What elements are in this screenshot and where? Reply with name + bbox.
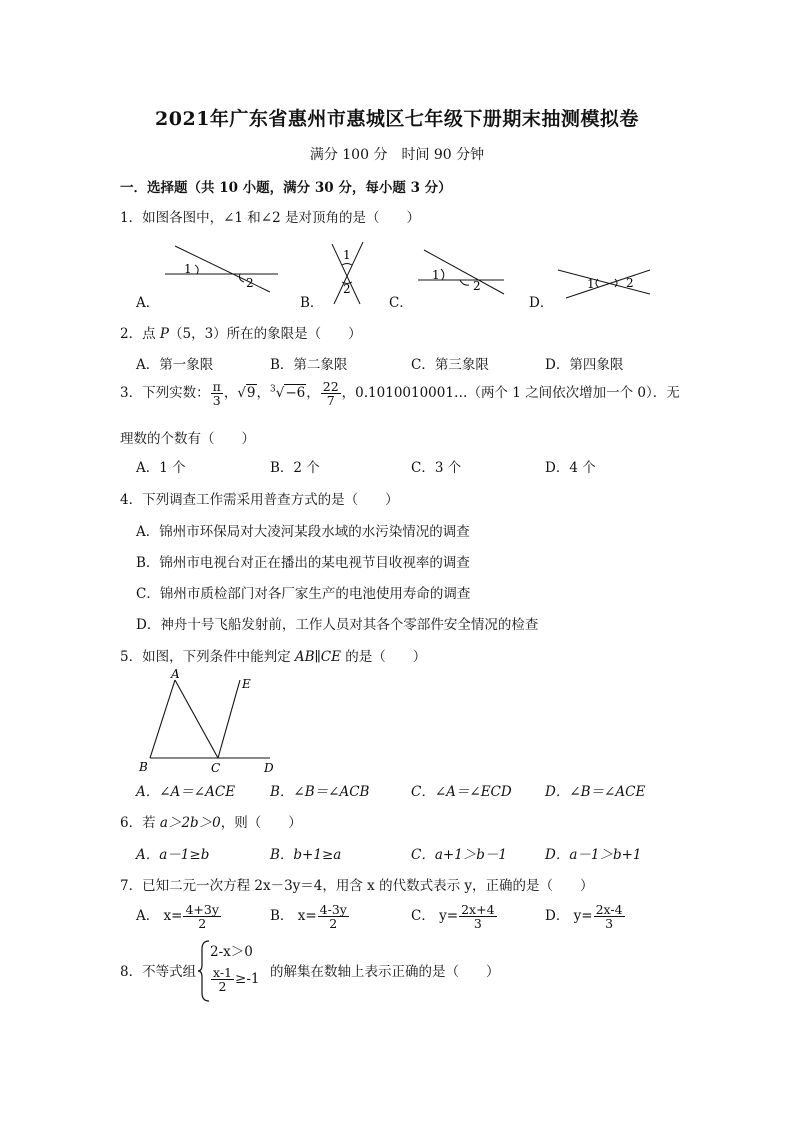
fraction-pi-over-3: $\frac{\pi}{3}$ [212,379,221,409]
q5-option-b[interactable]: B．∠B＝∠ACB [270,784,370,800]
q1-option-a[interactable]: A． [136,295,160,311]
inequality-1: 2-x＞0 [210,944,253,960]
q5-option-d[interactable]: D．∠B＝∠ACE [545,784,646,800]
system-brace [197,939,211,1003]
question-8-lead: 8．不等式组 [120,964,197,980]
fig-1a-label-2: 2 [246,276,254,290]
q1-option-d[interactable]: D． [529,295,554,311]
q3-option-d[interactable]: D．4 个 [545,460,596,476]
point-d-label: D [264,761,274,775]
question-3-line2: 理数的个数有（ ） [120,431,255,447]
fig-1d-label-2: 2 [626,276,634,290]
figure-1d [558,270,650,298]
q5-option-c[interactable]: C．∠A＝∠ECD [411,784,512,800]
question-4-stem: 4．下列调查工作需采用普查方式的是（ ） [120,492,399,508]
fig-1b-label-1: 1 [343,248,351,262]
figure-1a [165,246,278,292]
q2-option-d[interactable]: D．第四象限 [545,357,624,373]
q5-option-a[interactable]: A．∠A＝∠ACE [136,784,236,800]
q6-option-b[interactable]: B．b+1≥a [270,847,342,863]
q6-option-a[interactable]: A．a－1≥b [136,847,210,863]
exam-info: 满分 100 分 时间 90 分钟 [309,147,485,163]
point-b-label: B [139,760,148,774]
question-8-stem: 的解集在数轴上表示正确的是（ ） [270,964,500,980]
question-5-figure [130,664,290,776]
fig-1a-label-1: 1 [184,262,192,276]
q3-option-b[interactable]: B．2 个 [270,460,320,476]
q6-option-c[interactable]: C．a+1＞b－1 [411,847,508,863]
point-a-label: A [171,667,180,681]
question-3-stem: 3．下列实数： $\frac{\pi}{3}$ ，√9，$^3$√−6， $\frac{22}{7}$ ，0.1010010001…（两个 1 之间依次增加一个 0）．无 [120,379,680,409]
fraction-22-over-7: $\frac{22}{7}$ [322,379,339,409]
point-e-label: E [242,677,251,691]
cube-root-neg6: $^3$√−6 [270,384,306,402]
point-c-label: C [211,761,221,775]
q4-option-c[interactable]: C．锦州市质检部门对各厂家生产的电池使用寿命的调查 [136,586,471,602]
q2-option-b[interactable]: B．第二象限 [270,357,348,373]
page-title: 2021年广东省惠州市惠城区七年级下册期末抽测模拟卷 [155,108,639,130]
sqrt-9: √9 [237,385,256,402]
inequality-2: $\frac{x-1}{2}$ ≥-1 [213,965,260,995]
fig-1c-label-1: 1 [432,268,440,282]
q1-option-b[interactable]: B． [300,295,324,311]
q4-option-a[interactable]: A．锦州市环保局对大凌河某段水域的水污染情况的调查 [136,524,470,540]
question-6-stem: 6．若 a＞2b＞0，则（ ） [120,815,302,831]
q3-option-c[interactable]: C．3 个 [411,460,462,476]
q7-option-d[interactable]: D． y= $\frac{2x-4}{3}$ [545,902,623,932]
q1-option-c[interactable]: C． [389,295,413,311]
section-heading: 一．选择题（共 10 小题，满分 30 分，每小题 3 分） [120,180,452,196]
question-5-stem: 5．如图，下列条件中能判定 AB∥CE 的是（ ） [120,649,427,665]
q7-option-a[interactable]: A． x= $\frac{4+3y}{2}$ [136,902,219,932]
fig-1c-label-2: 2 [473,279,481,293]
q6-option-d[interactable]: D．a－1＞b+1 [545,847,642,863]
fig-1d-label-1: 1 [587,277,595,291]
question-7-stem: 7．已知二元一次方程 2x－3y＝4，用含 x 的代数式表示 y，正确的是（ ） [120,878,594,894]
question-2-stem: 2．点 P（5，3）所在的象限是（ ） [120,326,362,342]
q4-option-b[interactable]: B．锦州市电视台对正在播出的某电视节目收视率的调查 [136,555,470,571]
q3-option-a[interactable]: A．1 个 [136,460,186,476]
q2-option-c[interactable]: C．第三象限 [411,357,489,373]
question-1-stem: 1．如图各图中，∠1 和∠2 是对顶角的是（ ） [120,210,420,226]
q4-option-d[interactable]: D．神舟十号飞船发射前，工作人员对其各个零部件安全情况的检查 [136,617,539,633]
figure-1c [418,250,504,294]
q2-option-a[interactable]: A．第一象限 [136,357,214,373]
fig-1b-label-2: 2 [343,282,351,296]
q7-option-c[interactable]: C． y= $\frac{2x+4}{3}$ [411,902,495,932]
q7-option-b[interactable]: B． x= $\frac{4-3y}{2}$ [270,902,347,932]
